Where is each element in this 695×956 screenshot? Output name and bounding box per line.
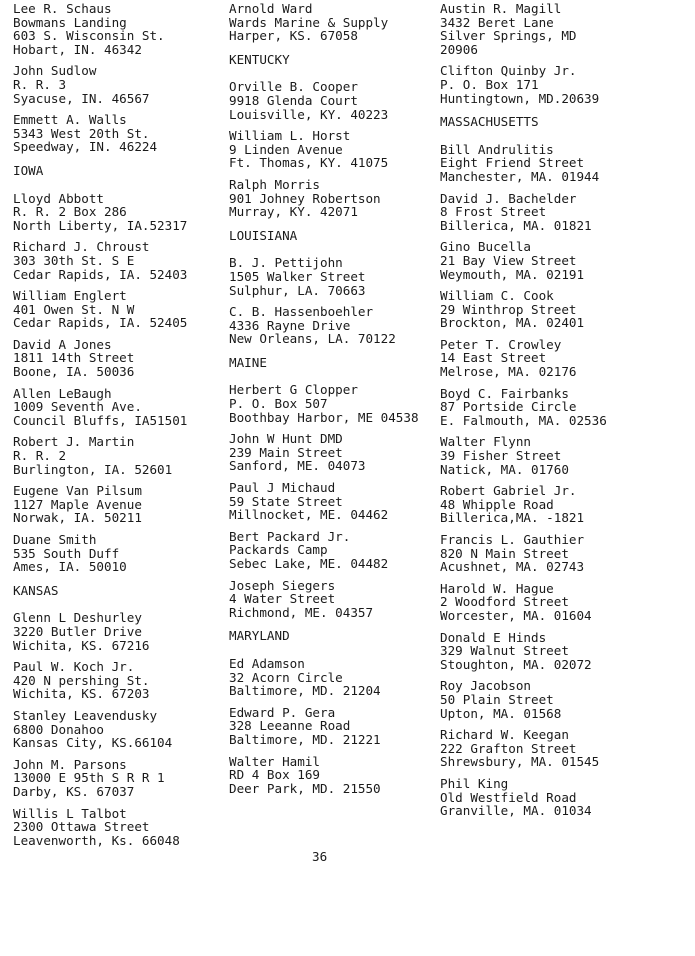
state-heading: KANSAS xyxy=(13,582,59,598)
address-line: 239 Main Street xyxy=(229,444,343,460)
address-line: Sulphur, LA. 70663 xyxy=(229,282,366,298)
state-heading: MASSACHUSETTS xyxy=(440,114,539,130)
member-name: Robert J. Martin xyxy=(13,434,135,450)
member-name: David J. Bachelder xyxy=(440,190,577,206)
address-line: R. R. 2 xyxy=(13,448,67,464)
address-entry xyxy=(13,64,223,105)
address-line: Hobart, IN. 46342 xyxy=(13,41,142,57)
address-line: Sebec Lake, ME. 04482 xyxy=(229,556,389,571)
member-name: Walter Flynn xyxy=(440,434,531,450)
address-entry xyxy=(13,240,223,281)
address-line: Louisville, KY. 40223 xyxy=(229,106,389,122)
member-name: Duane Smith xyxy=(13,532,97,547)
address-line: RD 4 Box 169 xyxy=(229,767,320,783)
address-line: Eight Friend Street xyxy=(440,155,585,171)
address-line: 4 Water Street xyxy=(229,591,336,607)
member-name: Ralph Morris xyxy=(229,176,320,192)
column-3 xyxy=(440,2,690,826)
address-line: 1505 Walker Street xyxy=(229,268,366,284)
address-entry xyxy=(229,755,439,796)
address-line: 9 Linden Avenue xyxy=(229,141,343,157)
member-name: Harold W. Hague xyxy=(440,580,554,596)
address-entry xyxy=(229,305,439,346)
state-heading: MARYLAND xyxy=(229,628,290,644)
member-name: Bert Packard Jr. xyxy=(229,528,351,544)
address-line: 303 30th St. S E xyxy=(13,252,135,268)
address-entry xyxy=(229,579,439,620)
address-line: Burlington, IA. 52601 xyxy=(13,461,173,477)
address-line: 29 Winthrop Street xyxy=(440,301,577,317)
address-line: E. Falmouth, MA. 02536 xyxy=(440,412,607,428)
address-line: North Liberty, IA.52317 xyxy=(13,217,188,233)
member-name: Phil King xyxy=(440,775,509,791)
address-entry xyxy=(229,383,439,424)
address-line: Upton, MA. 01568 xyxy=(440,705,562,721)
address-entry xyxy=(13,611,223,652)
member-name: Stanley Leavendusky xyxy=(13,707,158,723)
member-name: Austin R. Magill xyxy=(440,1,562,16)
address-line: 328 Leeanne Road xyxy=(229,718,351,734)
address-line: Leavenworth, Ks. 66048 xyxy=(13,832,180,848)
address-line: 2300 Ottawa Street xyxy=(13,819,150,835)
member-name: Orville B. Cooper xyxy=(229,79,358,95)
member-name: Arnold Ward xyxy=(229,1,313,16)
address-entry xyxy=(229,530,439,571)
address-entry xyxy=(13,807,223,848)
column-1 xyxy=(13,2,223,855)
address-line: 603 S. Wisconsin St. xyxy=(13,28,165,44)
address-line: Huntingtown, MD.20639 xyxy=(440,90,600,106)
address-line: Wards Marine & Supply xyxy=(229,14,389,30)
address-entry xyxy=(13,192,223,233)
address-line: Old Westfield Road xyxy=(440,789,577,805)
address-entry xyxy=(229,2,439,43)
address-entry xyxy=(13,113,223,154)
address-line: 39 Fisher Street xyxy=(440,448,562,464)
address-line: Syacuse, IN. 46567 xyxy=(13,90,150,106)
address-line: 87 Portside Circle xyxy=(440,399,577,415)
address-entry xyxy=(229,481,439,522)
member-name: Walter Hamil xyxy=(229,753,320,769)
address-line: New Orleans, LA. 70122 xyxy=(229,331,396,347)
address-entry xyxy=(13,387,223,428)
address-line: 50 Plain Street xyxy=(440,691,554,707)
member-name: Donald E Hinds xyxy=(440,629,547,645)
address-entry xyxy=(13,435,223,476)
address-line: Boothbay Harbor, ME 04538 xyxy=(229,409,419,425)
state-heading: LOUISIANA xyxy=(229,227,298,243)
address-line: 48 Whipple Road xyxy=(440,496,554,512)
address-line: R. R. 3 xyxy=(13,76,67,92)
address-line: Manchester, MA. 01944 xyxy=(440,168,600,184)
address-entry xyxy=(13,533,223,574)
member-name: Richard W. Keegan xyxy=(440,727,569,743)
address-line: Ames, IA. 50010 xyxy=(13,559,127,575)
address-entry xyxy=(229,256,439,297)
address-entry xyxy=(440,533,690,574)
member-name: Richard J. Chroust xyxy=(13,239,150,255)
address-line: Wichita, KS. 67216 xyxy=(13,637,150,653)
address-line: Sanford, ME. 04073 xyxy=(229,458,366,474)
address-line: Cedar Rapids, IA. 52403 xyxy=(13,266,188,282)
member-name: Emmett A. Walls xyxy=(13,112,127,128)
address-entry xyxy=(229,129,439,170)
address-line: Darby, KS. 67037 xyxy=(13,783,135,799)
address-entry xyxy=(440,728,690,769)
address-line: Worcester, MA. 01604 xyxy=(440,607,592,623)
address-line: Norwak, IA. 50211 xyxy=(13,510,142,526)
address-line: Billerica,MA. -1821 xyxy=(440,510,585,526)
address-entry xyxy=(440,2,690,56)
state-heading: KENTUCKY xyxy=(229,51,290,67)
address-line: R. R. 2 Box 286 xyxy=(13,204,127,220)
member-name: John M. Parsons xyxy=(13,756,127,772)
address-entry xyxy=(13,660,223,701)
address-entry xyxy=(440,631,690,672)
column-2 xyxy=(229,2,439,803)
address-line: 20906 xyxy=(440,41,478,57)
address-line: Boone, IA. 50036 xyxy=(13,364,135,380)
address-line: 6800 Donahoo xyxy=(13,721,104,737)
member-name: William Englert xyxy=(13,288,127,304)
address-entry xyxy=(229,657,439,698)
address-entry xyxy=(229,178,439,219)
address-line: Speedway, IN. 46224 xyxy=(13,139,158,155)
address-entry xyxy=(440,679,690,720)
address-line: Cedar Rapids, IA. 52405 xyxy=(13,315,188,331)
member-name: Allen LeBaugh xyxy=(13,385,112,401)
address-line: 222 Grafton Street xyxy=(440,740,577,756)
address-line: 3220 Butler Drive xyxy=(13,623,142,639)
address-entry xyxy=(440,192,690,233)
member-name: Bill Andrulitis xyxy=(440,141,554,157)
address-line: Natick, MA. 01760 xyxy=(440,461,569,477)
address-line: Kansas City, KS.66104 xyxy=(13,735,173,751)
address-line: 21 Bay View Street xyxy=(440,252,577,268)
address-line: 14 East Street xyxy=(440,350,547,366)
address-line: Baltimore, MD. 21221 xyxy=(229,731,381,747)
member-name: Herbert G Clopper xyxy=(229,382,358,398)
member-name: Clifton Quinby Jr. xyxy=(440,63,577,79)
address-line: Bowmans Landing xyxy=(13,14,127,30)
address-entry xyxy=(440,435,690,476)
address-line: Baltimore, MD. 21204 xyxy=(229,683,381,699)
address-line: Shrewsbury, MA. 01545 xyxy=(440,754,600,770)
address-line: 4336 Rayne Drive xyxy=(229,317,351,333)
address-line: Millnocket, ME. 04462 xyxy=(229,507,389,523)
address-line: Ft. Thomas, KY. 41075 xyxy=(229,155,389,171)
address-line: Harper, KS. 67058 xyxy=(229,28,358,44)
state-heading: IOWA xyxy=(13,162,44,178)
address-entry xyxy=(440,338,690,379)
member-name: Eugene Van Pilsum xyxy=(13,483,142,499)
address-line: Brockton, MA. 02401 xyxy=(440,315,585,331)
address-entry xyxy=(440,777,690,818)
address-entry xyxy=(440,143,690,184)
address-line: Council Bluffs, IA51501 xyxy=(13,412,188,428)
address-entry xyxy=(13,2,223,56)
address-entry xyxy=(13,758,223,799)
address-line: Acushnet, MA. 02743 xyxy=(440,559,585,575)
address-line: 5343 West 20th St. xyxy=(13,125,150,141)
address-entry xyxy=(440,387,690,428)
member-name: Lloyd Abbott xyxy=(13,190,104,206)
address-line: Deer Park, MD. 21550 xyxy=(229,780,381,796)
address-line: Weymouth, MA. 02191 xyxy=(440,266,585,282)
address-line: 3432 Beret Lane xyxy=(440,14,554,30)
member-name: John Sudlow xyxy=(13,63,97,79)
member-name: Peter T. Crowley xyxy=(440,336,562,352)
address-line: P. O. Box 507 xyxy=(229,396,328,412)
address-line: 401 Owen St. N W xyxy=(13,301,135,317)
address-line: 8 Frost Street xyxy=(440,204,547,220)
address-line: 32 Acorn Circle xyxy=(229,669,343,685)
address-entry xyxy=(13,338,223,379)
address-entry xyxy=(440,240,690,281)
address-line: 1009 Seventh Ave. xyxy=(13,399,142,415)
member-name: Gino Bucella xyxy=(440,239,531,255)
member-name: Joseph Siegers xyxy=(229,577,336,593)
address-line: Richmond, ME. 04357 xyxy=(229,604,374,620)
member-name: Lee R. Schaus xyxy=(13,1,112,16)
address-entry xyxy=(440,484,690,525)
member-name: Ed Adamson xyxy=(229,655,305,671)
address-line: Granville, MA. 01034 xyxy=(440,803,592,819)
page-number: 36 xyxy=(312,849,328,864)
member-name: B. J. Pettijohn xyxy=(229,255,343,271)
member-name: Francis L. Gauthier xyxy=(440,532,585,547)
address-line: Packards Camp xyxy=(229,542,328,558)
member-name: John W Hunt DMD xyxy=(229,431,343,447)
address-entry xyxy=(229,80,439,121)
address-entry xyxy=(440,64,690,105)
member-name: Willis L Talbot xyxy=(13,805,127,821)
address-line: 9918 Glenda Court xyxy=(229,92,358,108)
member-name: Glenn L Deshurley xyxy=(13,610,142,626)
address-line: Wichita, KS. 67203 xyxy=(13,686,150,702)
address-entry xyxy=(13,289,223,330)
address-line: 329 Walnut Street xyxy=(440,643,569,659)
member-name: Paul W. Koch Jr. xyxy=(13,659,135,675)
address-line: Melrose, MA. 02176 xyxy=(440,364,577,380)
member-name: Roy Jacobson xyxy=(440,678,531,694)
member-name: David A Jones xyxy=(13,336,112,352)
address-line: Billerica, MA. 01821 xyxy=(440,217,592,233)
address-entry xyxy=(13,709,223,750)
address-line: 1127 Maple Avenue xyxy=(13,496,142,512)
member-name: C. B. Hassenboehler xyxy=(229,304,374,320)
address-line: Silver Springs, MD xyxy=(440,28,577,44)
address-entry xyxy=(440,289,690,330)
member-name: William L. Horst xyxy=(229,128,351,144)
address-line: 901 Johney Robertson xyxy=(229,190,381,206)
address-line: 420 N pershing St. xyxy=(13,672,150,688)
member-name: William C. Cook xyxy=(440,288,554,304)
address-line: 1811 14th Street xyxy=(13,350,135,366)
state-heading: MAINE xyxy=(229,354,267,370)
member-name: Paul J Michaud xyxy=(229,480,336,496)
address-line: P. O. Box 171 xyxy=(440,76,539,92)
address-line: Stoughton, MA. 02072 xyxy=(440,656,592,672)
address-line: 2 Woodford Street xyxy=(440,594,569,610)
address-line: 13000 E 95th S R R 1 xyxy=(13,770,165,786)
address-entry xyxy=(440,582,690,623)
address-line: 535 South Duff xyxy=(13,545,120,561)
member-name: Edward P. Gera xyxy=(229,704,336,720)
address-line: 820 N Main Street xyxy=(440,545,569,561)
member-name: Boyd C. Fairbanks xyxy=(440,385,569,401)
address-entry xyxy=(13,484,223,525)
member-name: Robert Gabriel Jr. xyxy=(440,483,577,499)
address-entry xyxy=(229,706,439,747)
address-entry xyxy=(229,432,439,473)
address-line: 59 State Street xyxy=(229,493,343,509)
address-line: Murray, KY. 42071 xyxy=(229,204,358,220)
